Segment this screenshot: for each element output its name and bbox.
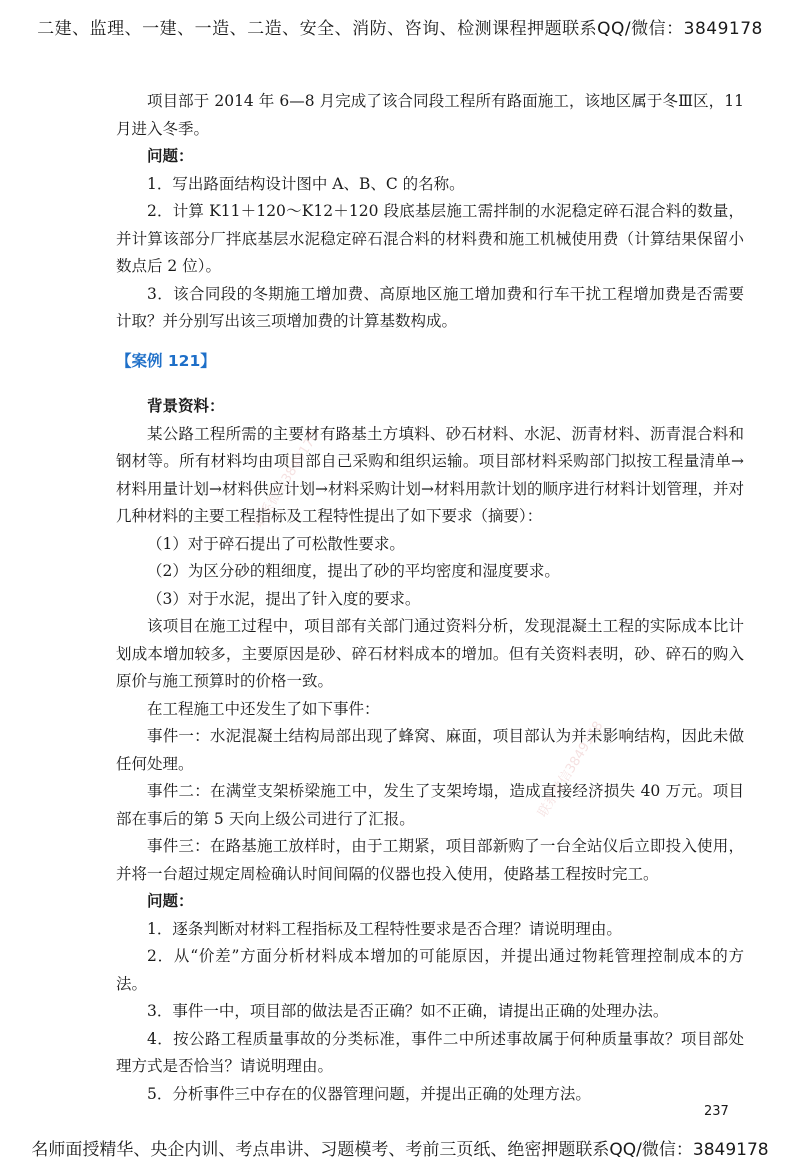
intro-paragraph: 项目部于 2014 年 6—8 月完成了该合同段工程所有路面施工，该地区属于冬Ⅲ区，11 月进入冬季。 xyxy=(116,92,744,138)
question-item: 3．该合同段的冬期施工增加费、高原地区施工增加费和行车干扰工程增加费是否需要计取？并分别写出该三项增加费的计算基数构成。 xyxy=(116,284,744,330)
question-item: 2．计算 K11＋120～K12＋120 段底基层施工需拌制的水泥稳定碎石混合料的数量，并计算该部分厂拌底基层水泥稳定碎石混合料的材料费和施工机械使用费（计算结果保留小数点后 2 位）。 xyxy=(116,202,744,275)
page-footer-banner: 名师面授精华、央企内训、考点串讲、习题模考、考前三页纸、绝密押题联系QQ/微信：3849178 xyxy=(31,1140,769,1160)
requirement-item: （2）为区分砂的粗细度，提出了砂的平均密度和湿度要求。 xyxy=(147,562,560,580)
questions-heading: 问题： xyxy=(147,147,194,165)
background-heading: 背景资料： xyxy=(147,397,225,415)
case-title: 【案例 121】 xyxy=(116,351,216,370)
event-paragraph: 事件二：在满堂支架桥梁施工中，发生了支架垮塌，造成直接经济损失 40 万元。项目部在事后的第 5 天向上级公司进行了汇报。 xyxy=(116,782,744,828)
requirement-item: （3）对于水泥，提出了针入度的要求。 xyxy=(147,589,421,608)
question-item: 1．逐条判断对材料工程指标及工程特性要求是否合理？请说明理由。 xyxy=(147,919,622,938)
background-paragraph: 某公路工程所需的主要材有路基土方填料、砂石材料、水泥、沥青材料、沥青混合料和钢材等。所有材料均由项目部自己采购和组织运输。项目部材料采购部门拟按工程量清单→材料用量计划→材料供应计划→材料采购计划→材料用款计划的顺序进行材料计划管理，并对几种材料的主要工程指标及工程特性提出了如下要求（摘要）： xyxy=(116,424,744,525)
questions-heading: 问题： xyxy=(147,892,194,910)
question-item: 5．分析事件三中存在的仪器管理问题，并提出正确的处理方法。 xyxy=(147,1084,591,1103)
question-item: 1．写出路面结构设计图中 A、B、C 的名称。 xyxy=(147,174,465,193)
question-item: 2．从“价差”方面分析材料成本增加的可能原因，并提出通过物耗管理控制成本的方法。 xyxy=(116,947,744,993)
background-paragraph: 在工程施工中还发生了如下事件： xyxy=(147,699,380,718)
event-paragraph: 事件一：水泥混凝土结构局部出现了蜂窝、麻面，项目部认为并未影响结构，因此未做任何处理。 xyxy=(116,727,744,773)
watermark-text: 联系微信3849178 xyxy=(535,718,607,821)
question-item: 4．按公路工程质量事故的分类标准，事件二中所述事故属于何种质量事故？项目部处理方式是否恰当？请说明理由。 xyxy=(116,1029,744,1075)
background-paragraph: 该项目在施工过程中，项目部有关部门通过资料分析，发现混凝土工程的实际成本比计划成本增加较多，主要原因是砂、碎石材料成本的增加。但有关资料表明，砂、碎石的购入原价与施工预算时的价格一致。 xyxy=(116,617,744,690)
requirement-item: （1）对于碎石提出了可松散性要求。 xyxy=(147,534,405,553)
event-paragraph: 事件三：在路基施工放样时，由于工期紧，项目部新购了一台全站仪后立即投入使用，并将一台超过规定周检确认时间间隔的仪器也投入使用，使路基工程按时完工。 xyxy=(116,837,744,883)
document-body xyxy=(116,88,744,1108)
question-item: 3．事件一中，项目部的做法是否正确？如不正确，请提出正确的处理办法。 xyxy=(147,1002,669,1020)
watermark-text: 联系微信3849178 xyxy=(251,428,323,531)
page-number: 237 xyxy=(704,1104,729,1119)
page-header-banner: 二建、监理、一建、一造、二造、安全、消防、咨询、检测课程押题联系QQ/微信：3849178 xyxy=(37,19,763,39)
